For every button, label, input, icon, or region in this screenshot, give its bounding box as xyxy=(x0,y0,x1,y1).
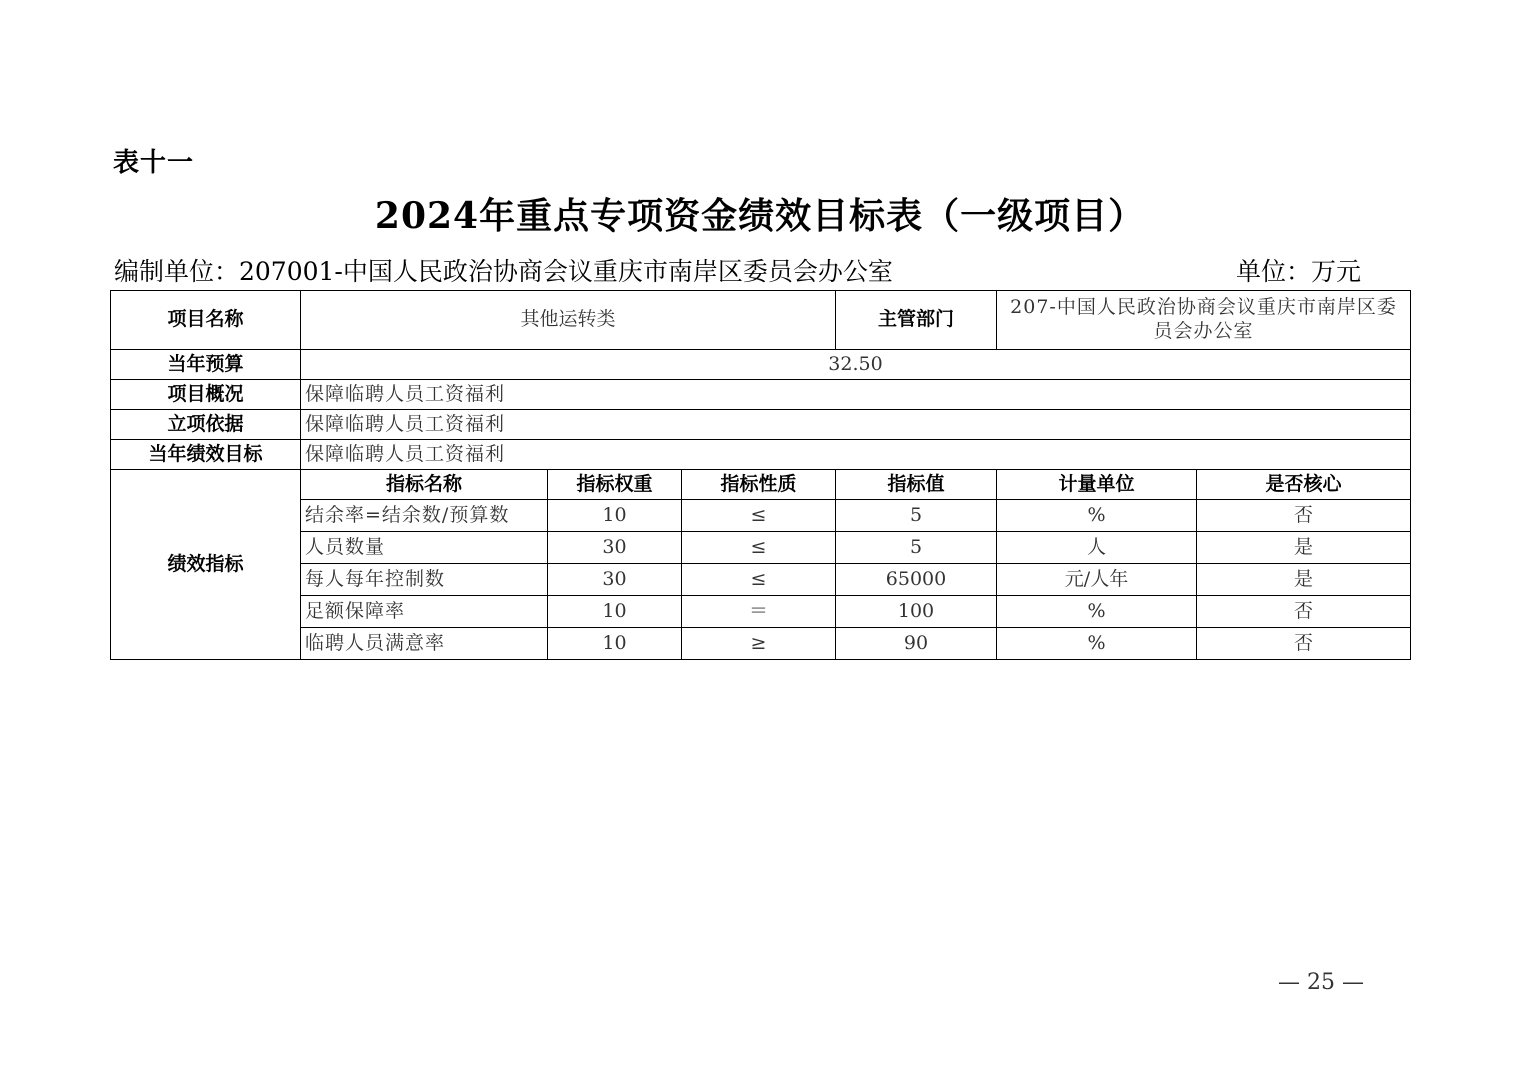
table-number: 表十一 xyxy=(113,148,195,178)
overview-value: 保障临聘人员工资福利 xyxy=(301,380,1411,410)
indicator-core: 是 xyxy=(1197,564,1411,596)
annual-goal-label: 当年绩效目标 xyxy=(111,440,301,470)
dept-label: 主管部门 xyxy=(836,291,997,350)
indicator-row xyxy=(111,564,1411,596)
page-number: — 25 — xyxy=(1278,970,1364,995)
annual-goal-row xyxy=(111,440,1411,470)
indicator-nature: ≥ xyxy=(682,628,836,660)
basis-label: 立项依据 xyxy=(111,410,301,440)
budget-row xyxy=(111,350,1411,380)
indicator-header-row xyxy=(111,470,1411,500)
indicator-row xyxy=(111,596,1411,628)
project-name-value: 其他运转类 xyxy=(301,291,836,350)
indicator-header-core: 是否核心 xyxy=(1197,470,1411,500)
indicator-core: 是 xyxy=(1197,532,1411,564)
budget-value: 32.50 xyxy=(301,350,1411,380)
project-name-row xyxy=(111,291,1411,350)
indicator-nature: ≤ xyxy=(682,500,836,532)
annual-goal-value: 保障临聘人员工资福利 xyxy=(301,440,1411,470)
indicator-unit: 元/人年 xyxy=(997,564,1197,596)
compiling-unit: 编制单位：207001-中国人民政治协商会议重庆市南岸区委员会办公室 xyxy=(114,257,893,286)
basis-value: 保障临聘人员工资福利 xyxy=(301,410,1411,440)
indicator-value: 90 xyxy=(836,628,997,660)
indicator-weight: 30 xyxy=(548,564,682,596)
indicator-weight: 30 xyxy=(548,532,682,564)
indicator-header-nature: 指标性质 xyxy=(682,470,836,500)
project-name-label: 项目名称 xyxy=(111,291,301,350)
indicator-weight: 10 xyxy=(548,628,682,660)
indicator-core: 否 xyxy=(1197,628,1411,660)
indicator-core: 否 xyxy=(1197,500,1411,532)
performance-goal-table xyxy=(110,290,1411,660)
indicator-name: 足额保障率 xyxy=(301,596,548,628)
indicator-core: 否 xyxy=(1197,596,1411,628)
indicator-unit: % xyxy=(997,628,1197,660)
indicator-nature: ≤ xyxy=(682,532,836,564)
document-title: 2024年重点专项资金绩效目标表（一级项目） xyxy=(374,195,1146,237)
budget-label: 当年预算 xyxy=(111,350,301,380)
overview-row xyxy=(111,380,1411,410)
indicator-unit: 人 xyxy=(997,532,1197,564)
indicator-header-weight: 指标权重 xyxy=(548,470,682,500)
indicator-unit: % xyxy=(997,596,1197,628)
indicator-value: 5 xyxy=(836,500,997,532)
indicator-row xyxy=(111,532,1411,564)
indicator-value: 5 xyxy=(836,532,997,564)
indicator-name: 每人每年控制数 xyxy=(301,564,548,596)
indicator-header-unit: 计量单位 xyxy=(997,470,1197,500)
indicator-row xyxy=(111,628,1411,660)
indicator-name: 人员数量 xyxy=(301,532,548,564)
indicator-header-name: 指标名称 xyxy=(301,470,548,500)
indicator-value: 65000 xyxy=(836,564,997,596)
indicator-header-value: 指标值 xyxy=(836,470,997,500)
indicator-value: 100 xyxy=(836,596,997,628)
basis-row xyxy=(111,410,1411,440)
indicator-row xyxy=(111,500,1411,532)
money-unit: 单位：万元 xyxy=(1236,257,1362,286)
indicator-unit: % xyxy=(997,500,1197,532)
indicators-section-label: 绩效指标 xyxy=(111,470,301,660)
indicator-name: 结余率=结余数/预算数 xyxy=(301,500,548,532)
indicator-weight: 10 xyxy=(548,596,682,628)
indicator-nature: ≤ xyxy=(682,564,836,596)
indicator-nature: ＝ xyxy=(682,596,836,628)
overview-label: 项目概况 xyxy=(111,380,301,410)
indicator-name: 临聘人员满意率 xyxy=(301,628,548,660)
dept-value: 207-中国人民政治协商会议重庆市南岸区委员会办公室 xyxy=(997,291,1411,350)
indicator-weight: 10 xyxy=(548,500,682,532)
